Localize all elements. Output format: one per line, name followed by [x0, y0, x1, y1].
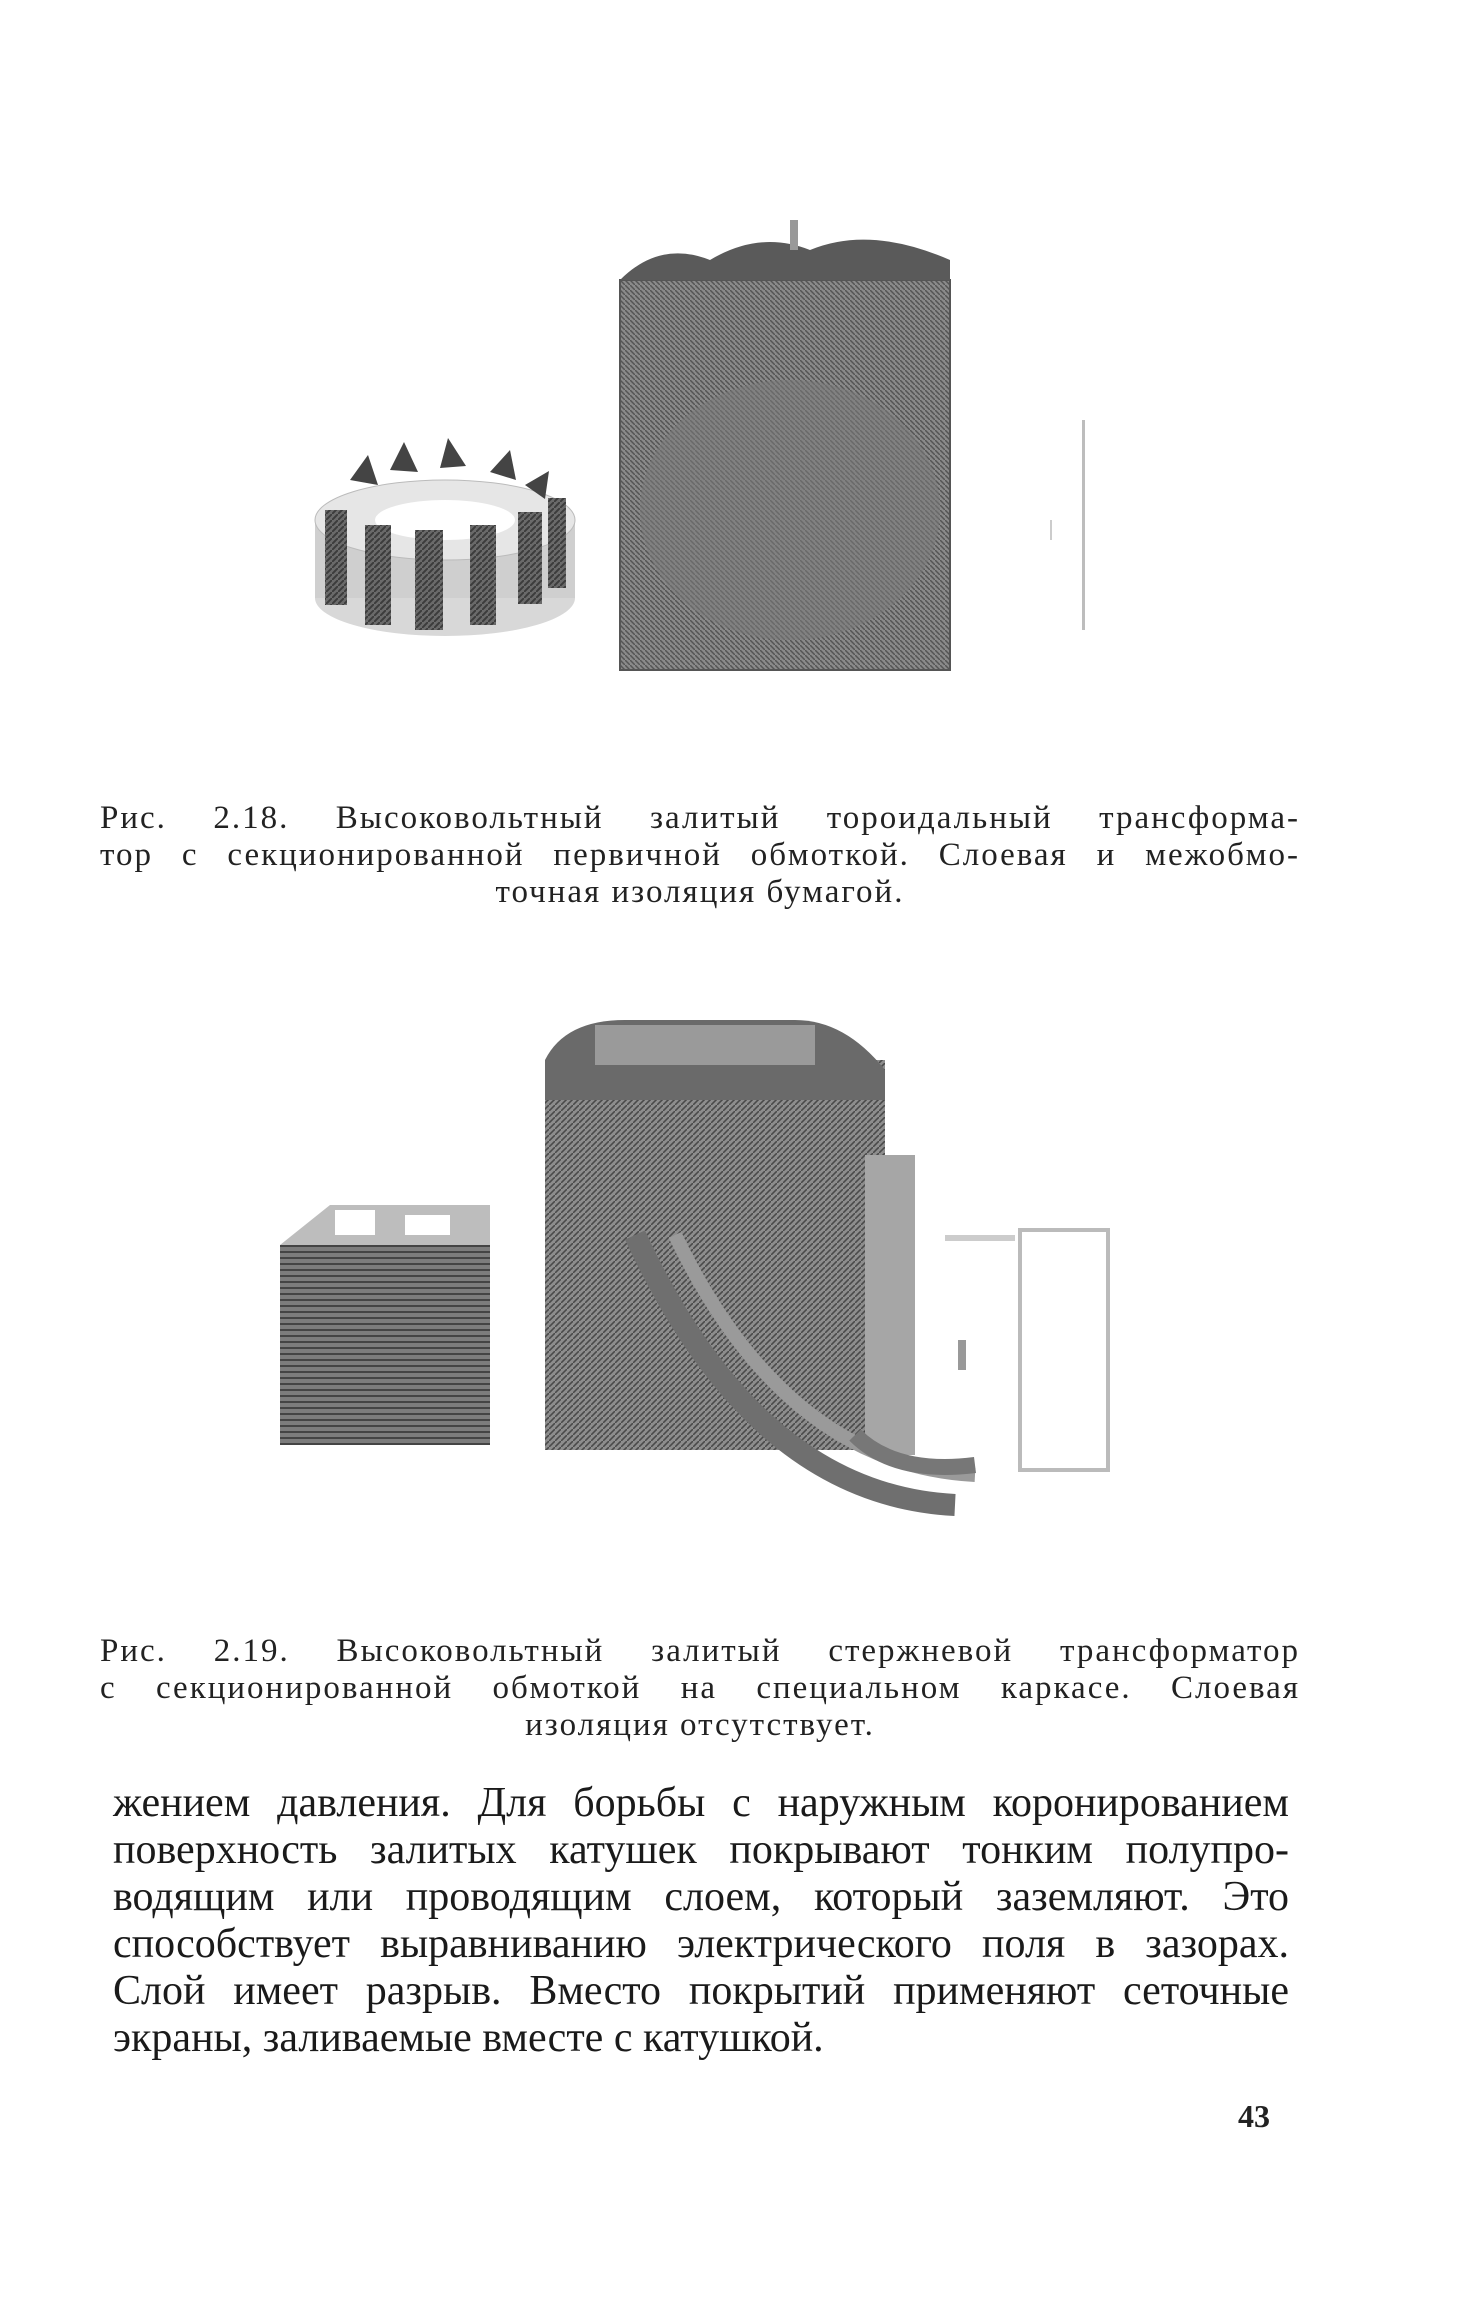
caption-line: тор с секционированной первичной обмоткой. Слоевая и межобмо- [100, 837, 1300, 873]
text-line: способствует выравниванию электрического поля в зазорах. [113, 1921, 1289, 1967]
figure-2-19-caption [100, 1633, 1300, 1744]
body-paragraph [113, 1780, 1289, 2062]
figure-2-18-caption [100, 800, 1300, 911]
figure-2-18-photo [290, 220, 1110, 740]
caption-line: Рис. 2.19. Высоковольтный залитый стержневой трансформатор [100, 1633, 1300, 1669]
text-line: жением давления. Для борьбы с наружным коронированием [113, 1780, 1289, 1826]
small-core-image [280, 1205, 490, 1445]
toroid-transformer-image [315, 438, 575, 636]
text-line: водящим или проводящим слоем, который заземляют. Это [113, 1874, 1289, 1920]
rod-transformer-image [545, 1020, 975, 1505]
page-number: 43 [1238, 2098, 1270, 2134]
frame-image [945, 1230, 1108, 1470]
caption-line: Рис. 2.18. Высоковольтный залитый тороидальный трансформа- [100, 800, 1300, 836]
text-line: Слой имеет разрыв. Вместо покрытий применяют сеточные [113, 1968, 1289, 2014]
encapsulated-block-image [620, 220, 950, 670]
caption-line: с секционированной обмоткой на специальном каркасе. Слоевая [100, 1670, 1300, 1706]
text-line: экраны, заливаемые вместе с катушкой. [113, 2015, 824, 2061]
figure-2-19-photo [255, 1015, 1155, 1595]
text-line: поверхность залитых катушек покрывают тонким полупро- [113, 1827, 1289, 1873]
caption-line: точная изоляция бумагой. [495, 874, 905, 910]
caption-line: изоляция отсутствует. [525, 1707, 875, 1743]
